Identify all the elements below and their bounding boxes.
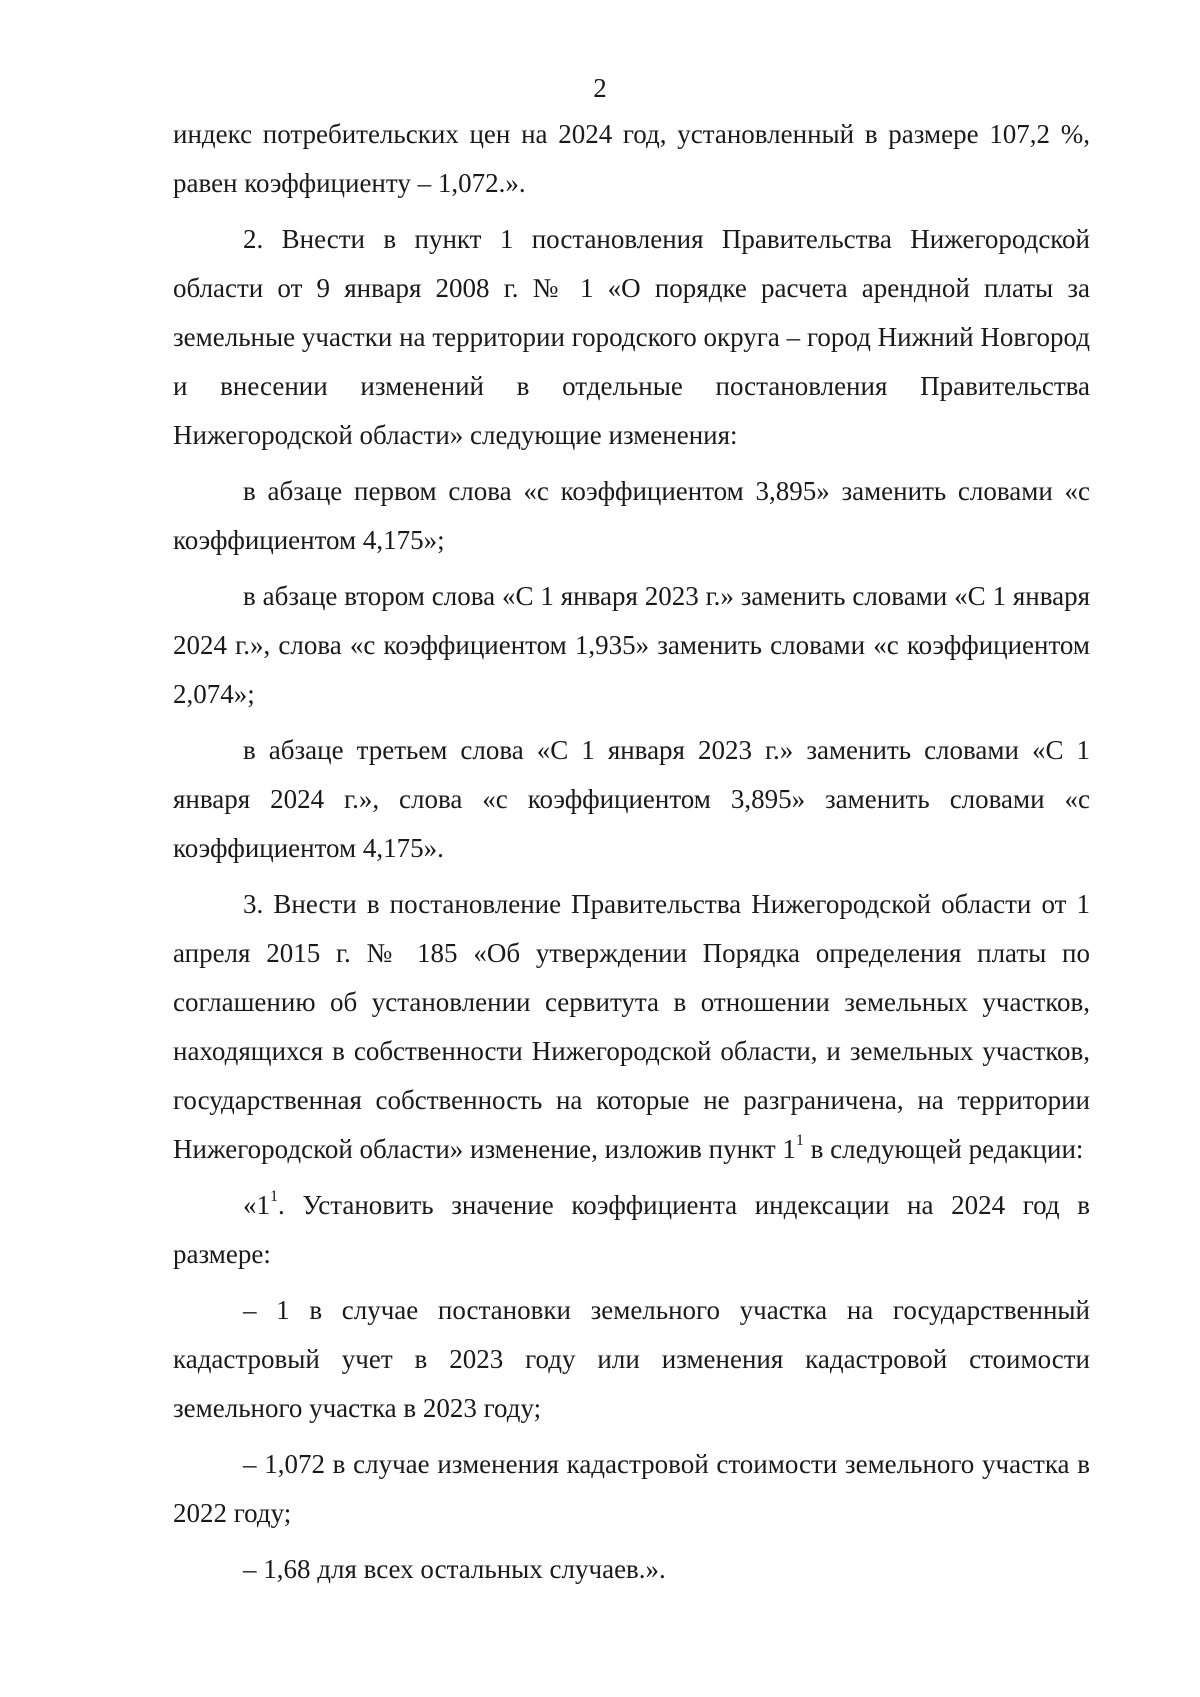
paragraph-abzac-3: в абзаце третьем слова «С 1 января 2023 г.» заменить словами «С 1 января 2024 г.», слова «с коэффициентом 3,895» заменить словами «с коэффициентом 4,175». bbox=[173, 735, 1090, 863]
document-body bbox=[173, 110, 1090, 1594]
new-item-open: «1 bbox=[243, 1190, 270, 1220]
paragraph-abzac-2: в абзаце втором слова «С 1 января 2023 г.» заменить словами «С 1 января 2024 г.», слова «с коэффициентом 1,935» заменить словами «с коэффициентом 2,074»; bbox=[173, 581, 1090, 709]
new-item-text: . Установить значение коэффициента индексации на 2024 год в размере: bbox=[173, 1190, 1090, 1269]
list-item-dash-2: – 1,072 в случае изменения кадастровой стоимости земельного участка в 2022 году; bbox=[173, 1449, 1090, 1528]
paragraph-new-item-1-1 bbox=[173, 1181, 1090, 1279]
page-number: 2 bbox=[593, 73, 607, 103]
paragraph-abzac-1: в абзаце первом слова «с коэффициентом 3,895» заменить словами «с коэффициентом 4,175»; bbox=[173, 476, 1090, 555]
paragraph-item-3-text: 3. Внести в постановление Правительства Нижегородской области от 1 апреля 2015 г. № 185 «Об утверждении Порядка определения платы по соглашению об установлении сервитута в отношении земельных участков, находящихся в собственности Нижегородской области, и земельных участков, государственная собственность на которые не разграничена, на территории Нижегородской области» изменение, изложив пункт 1 bbox=[173, 889, 1090, 1164]
list-item-dash-1: – 1 в случае постановки земельного участка на государственный кадастровый учет в 2023 году или изменения кадастровой стоимости земельного участка в 2023 году; bbox=[173, 1295, 1090, 1423]
paragraph-item-3 bbox=[173, 880, 1090, 1174]
paragraph-continuation: индекс потребительских цен на 2024 год, установленный в размере 107,2 %, равен коэффициенту – 1,072.». bbox=[173, 119, 1090, 198]
superscript: 1 bbox=[270, 1188, 278, 1205]
list-item-dash-3: – 1,68 для всех остальных случаев.». bbox=[243, 1554, 666, 1584]
superscript: 1 bbox=[795, 1132, 804, 1149]
paragraph-item-3-tail: в следующей редакции: bbox=[803, 1134, 1084, 1164]
paragraph-item-2: 2. Внести в пункт 1 постановления Правительства Нижегородской области от 9 января 2008 г. № 1 «О порядке расчета арендной платы за земельные участки на территории городского округа – город Нижний Новгород и внесении изменений в отдельные постановления Правительства Нижегородской области» следующие изменения: bbox=[173, 224, 1090, 450]
